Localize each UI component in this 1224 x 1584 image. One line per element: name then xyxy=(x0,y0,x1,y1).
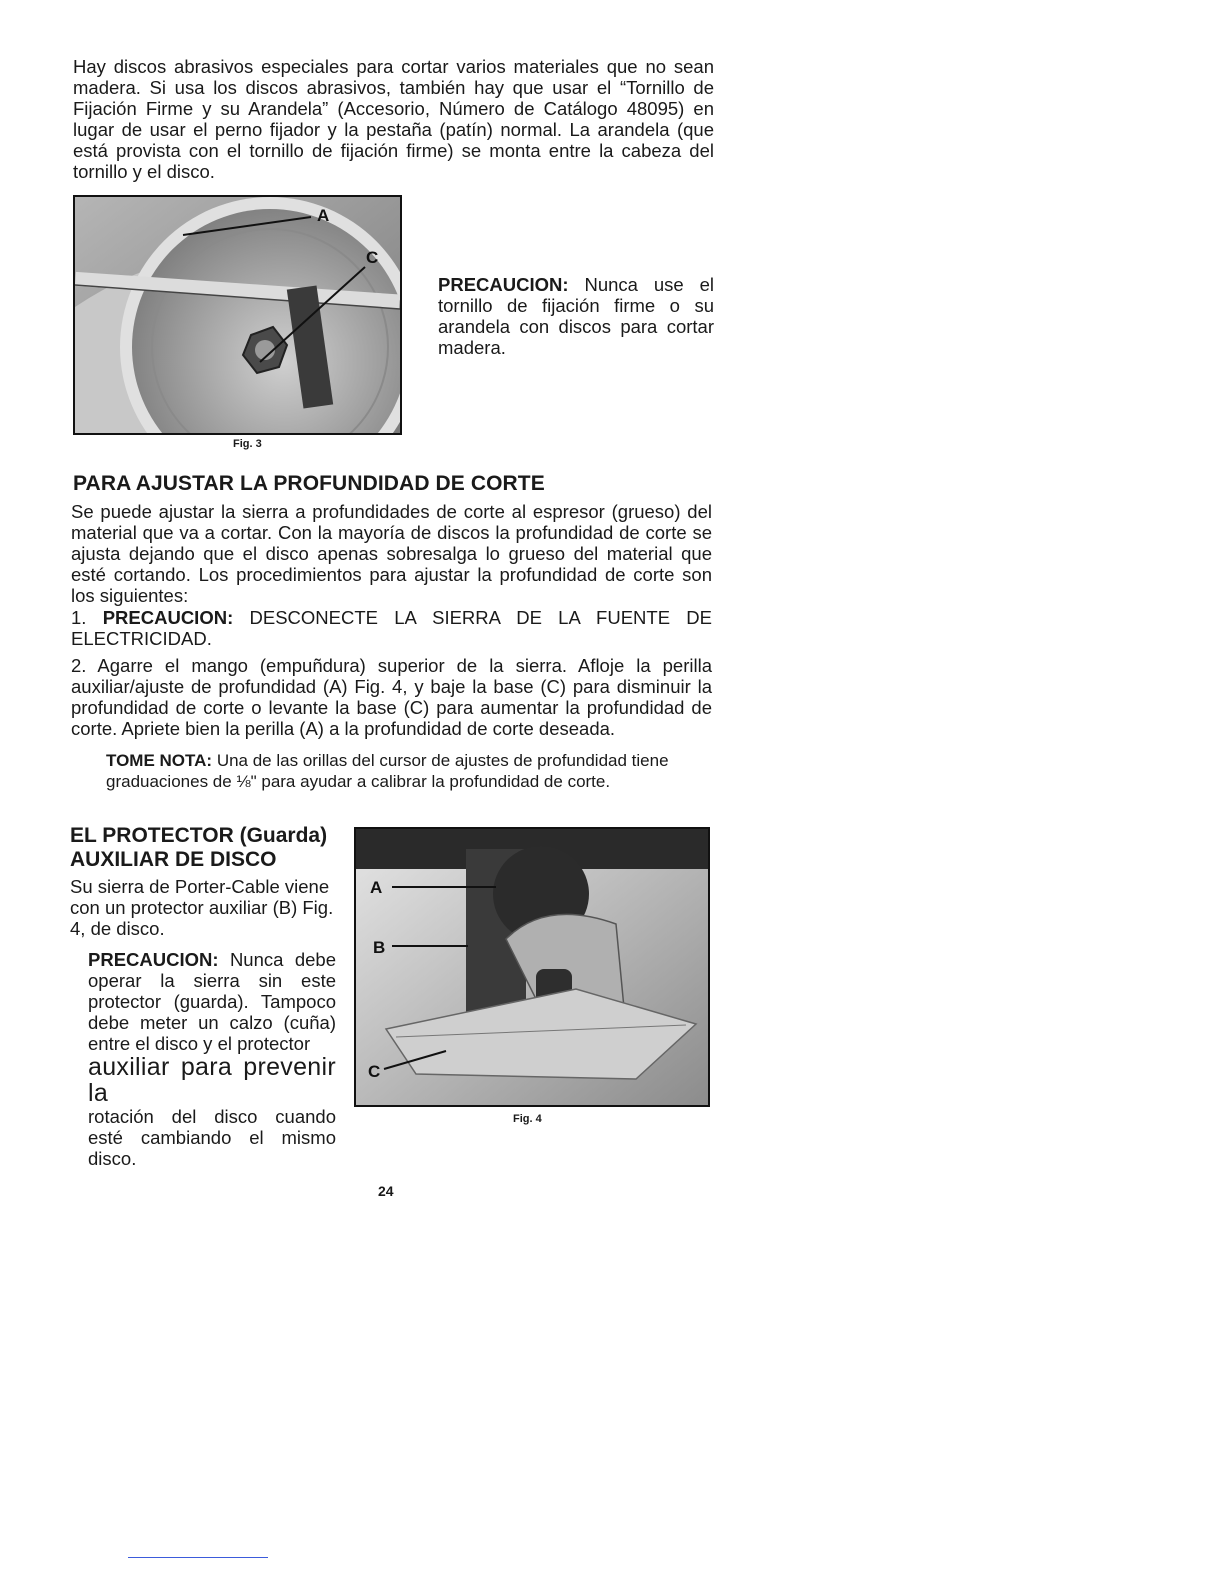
figure-4-label-c: C xyxy=(368,1062,381,1081)
figure-4-label-a: A xyxy=(370,878,383,897)
guard-caution-label: PRECAUCION: xyxy=(88,949,219,970)
depth-note xyxy=(106,750,676,792)
figure-3-photo xyxy=(73,195,402,435)
step-2-text: Agarre el mango (empuñdura) superior de la sierra. Afloje la perilla auxiliar/ajuste de profundidad (A) Fig. 4, y baje la base (C) para disminuir la profundidad de corte o levante la base (C) para aumentar la profundidad de corte. Apriete bien la perilla (A) a la profundidad de corte deseada. xyxy=(71,655,712,739)
caution-fig3 xyxy=(438,274,714,358)
saw-blade-illustration xyxy=(75,197,400,433)
step-1-label: PRECAUCION: xyxy=(102,607,234,628)
saw-base-illustration xyxy=(356,829,708,1105)
caution-fig3-label: PRECAUCION: xyxy=(438,274,569,295)
step-2-number: 2. xyxy=(71,655,87,676)
figure-3-label-a: A xyxy=(317,206,330,225)
guard-caution xyxy=(88,949,336,1169)
depth-intro: Se puede ajustar la sierra a profundidades de corte al espresor (grueso) del material que va a cortar. Con la mayoría de discos la profundidad de corte se ajusta dejando que el disco apenas sobresalga lo grueso del material que esté cortando. Los procedimientos para ajustar la profundidad de corte son los siguientes: xyxy=(71,501,712,606)
figure-4-caption: Fig. 4 xyxy=(513,1113,542,1125)
figure-3-caption: Fig. 3 xyxy=(233,438,262,450)
caution-fig3-text: Nunca use el tornillo de fijación firme o su arandela con discos para cortar madera. xyxy=(438,274,714,358)
guard-heading-line-1: EL PROTECTOR (Guarda) xyxy=(70,824,328,847)
figure-3-label-c: C xyxy=(366,248,379,267)
depth-step-1 xyxy=(71,607,712,649)
step-1-number: 1. xyxy=(71,607,87,628)
guard-caution-text-a: Nunca debe operar la sierra sin este protector (guarda). Tampoco debe meter un calzo (cuña) entre el disco y el protector xyxy=(88,949,336,1054)
note-text: Una de las orillas del cursor de ajustes de profundidad tiene graduaciones de ⅛" para ayudar a calibrar la profundidad de corte. xyxy=(106,751,669,791)
guard-caution-text-b: rotación del disco cuando esté cambiando el mismo disco. xyxy=(88,1106,336,1169)
note-label: TOME NOTA: xyxy=(106,751,213,770)
depth-step-2 xyxy=(71,655,712,739)
depth-heading: PARA AJUSTAR LA PROFUNDIDAD DE CORTE xyxy=(73,472,545,495)
figure-4-label-b: B xyxy=(373,938,386,957)
guard-heading xyxy=(70,824,327,872)
bottom-divider xyxy=(128,1557,268,1558)
figure-4-photo xyxy=(354,827,710,1107)
guard-body: Su sierra de Porter-Cable viene con un protector auxiliar (B) Fig. 4, de disco. xyxy=(70,876,334,939)
guard-caution-text-big: auxiliar para prevenir la xyxy=(88,1053,336,1107)
page-number: 24 xyxy=(378,1183,394,1199)
guard-heading-line-2: AUXILIAR DE DISCO xyxy=(70,848,277,871)
step-1-text: DESCONECTE LA SIERRA DE LA FUENTE DE ELECTRICIDAD. xyxy=(71,607,712,649)
intro-paragraph: Hay discos abrasivos especiales para cortar varios materiales que no sean madera. Si usa los discos abrasivos, también hay que usar el “Tornillo de Fijación Firme y su Arandela” (Accesorio, Número de Catálogo 48095) en lugar de usar el perno fijador y la pestaña (patín) normal. La arandela (que está provista con el tornillo de fijación firme) se monta entre la cabeza del tornillo y el disco. xyxy=(73,56,714,182)
